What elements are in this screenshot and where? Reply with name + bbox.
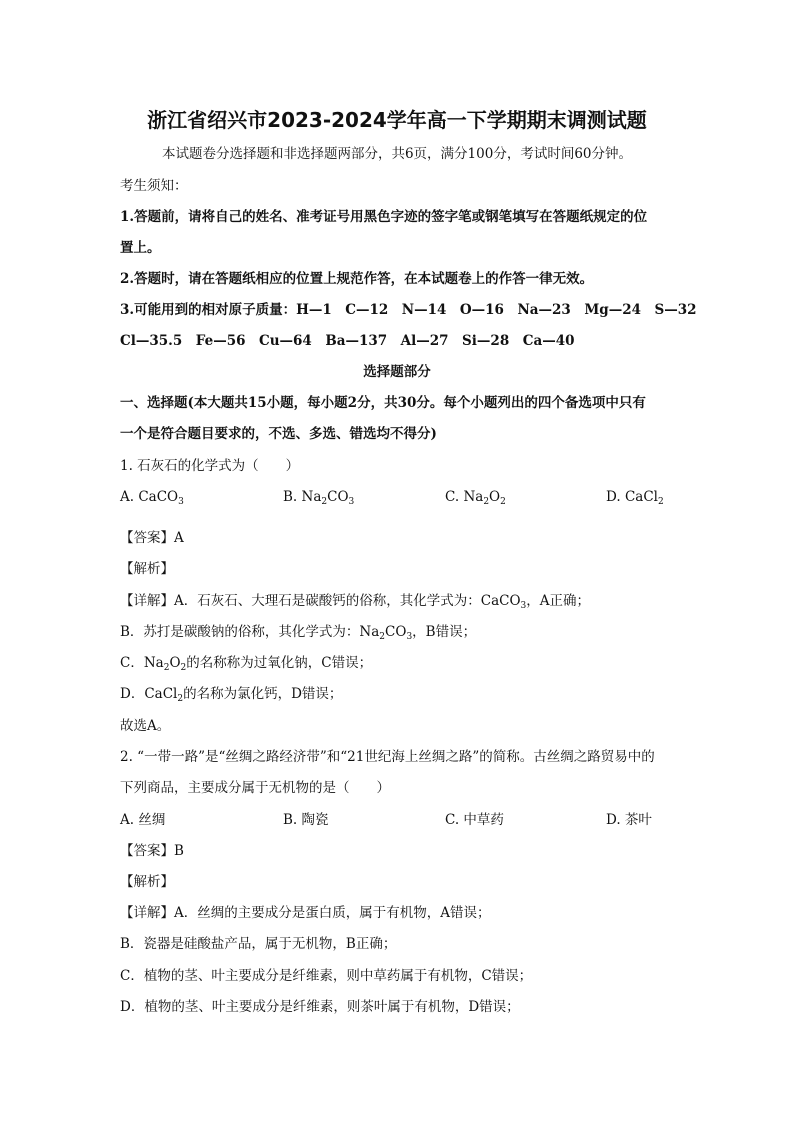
notice-3-line-2: Cl—35.5 Fe—56 Cu—64 Ba—137 Al—27 Si—28 Ca—40 — [120, 333, 575, 349]
q1-detail-b: B．苏打是碳酸钠的俗称，其化学式为：$Na_2CO_3$，B错误； — [120, 624, 477, 642]
q1-option-d: D. CaCl$_2$ — [606, 489, 664, 507]
q1-detail-c: C．$Na_2O_2$的名称称为过氧化钠，C错误； — [120, 655, 373, 673]
part1-line-2: 一个是符合题目要求的，不选、多选、错选均不得分) — [120, 426, 437, 442]
intro-text: 本试题卷分选择题和非选择题两部分，共6页，满分100分，考试时间60分钟。 — [161, 146, 633, 162]
notice-3-line-1: 3.可能用到的相对原子质量：H—1 C—12 N—14 O—16 Na—23 Mg—24 S—32 — [120, 302, 697, 318]
q1-detail-d: D．CaCl$_2$的名称为氯化钙，D错误； — [120, 686, 343, 704]
q1-detail-a: 【详解】A．石灰石、大理石是碳酸钙的俗称，其化学式为：CaCO$_3$，A正确； — [120, 593, 591, 611]
q2-option-c: C. 中草药 — [445, 812, 504, 828]
q2-stem-line-1: 2. “一带一路”是“丝绸之路经济带”和“21世纪海上丝绸之路”的简称。古丝绸之路贸易中的 — [120, 749, 655, 765]
q2-detail-c: C．植物的茎、叶主要成分是纤维素，则中草药属于有机物，C错误； — [120, 968, 533, 984]
notice-heading: 考生须知： — [120, 178, 188, 194]
page-title: 浙江省绍兴市2023-2024学年高一下学期期末调测试题 — [147, 108, 647, 132]
q1-analysis-heading: 【解析】 — [120, 561, 174, 577]
notice-1-line-2: 置上。 — [120, 240, 161, 256]
q2-answer: 【答案】B — [120, 843, 184, 859]
q1-option-a: A. CaCO$_3$ — [120, 489, 184, 507]
q2-detail-d: D．植物的茎、叶主要成分是纤维素，则茶叶属于有机物，D错误； — [120, 999, 520, 1015]
q2-option-a: A. 丝绸 — [120, 812, 166, 828]
q2-detail-b: B．瓷器是硅酸盐产品，属于无机物，B正确； — [120, 936, 397, 952]
q1-answer: 【答案】A — [120, 530, 184, 546]
q1-option-c: C. $Na_2O_2$ — [445, 489, 506, 507]
part1-line-1: 一、选择题(本大题共15小题，每小题2分，共30分。每个小题列出的四个备选项中只有 — [120, 395, 646, 411]
notice-2: 2.答题时，请在答题纸相应的位置上规范作答，在本试题卷上的作答一律无效。 — [120, 271, 594, 287]
section-heading: 选择题部分 — [363, 364, 431, 380]
q2-stem-line-2: 下列商品，主要成分属于无机物的是（ ） — [120, 780, 390, 796]
q2-analysis-heading: 【解析】 — [120, 874, 174, 890]
q1-conclusion: 故选A。 — [120, 718, 171, 734]
q2-option-d: D. 茶叶 — [606, 812, 652, 828]
q1-option-b: B. $Na_2CO_3$ — [283, 489, 355, 507]
q2-detail-a: 【详解】A．丝绸的主要成分是蛋白质，属于有机物，A错误； — [120, 905, 491, 921]
notice-1-line-1: 1.答题前，请将自己的姓名、准考证号用黑色字迹的签字笔或钢笔填写在答题纸规定的位 — [120, 209, 648, 225]
q1-stem: 1. 石灰石的化学式为（ ） — [120, 458, 300, 474]
q2-option-b: B. 陶瓷 — [283, 812, 329, 828]
